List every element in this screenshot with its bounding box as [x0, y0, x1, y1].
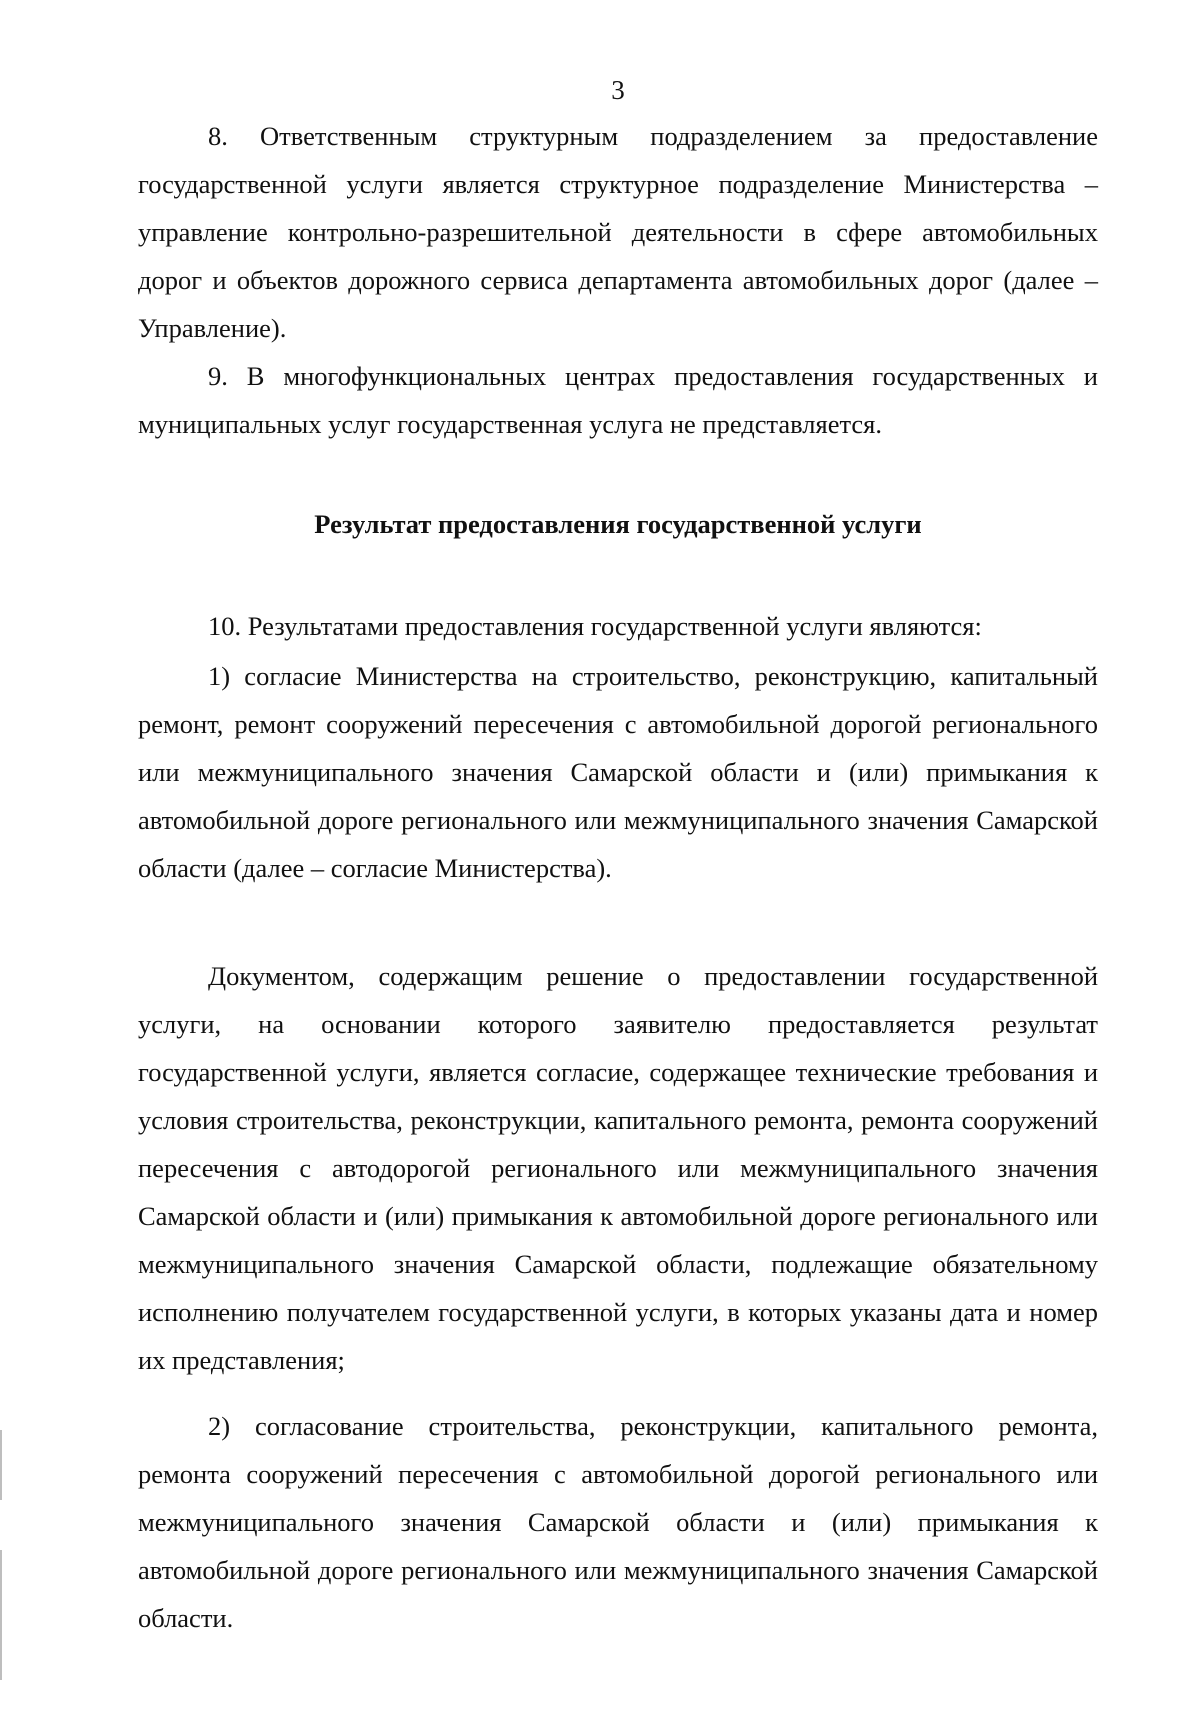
scan-edge-mark — [0, 1550, 2, 1680]
paragraph-document-decision: Документом, содержащим решение о предоставлении государственной услуги, на основании которого заявителю предоставляется результат государственной услуги, является согласие, содержащее технические требования и условия строительства, реконструкции, капитального ремонта, ремонта сооружений пересечения с автодорогой регионального или межмуниципального значения Самарской области и (или) примыкания к автомобильной дороге регионального или межмуниципального значения Самарской области, подлежащие обязательному исполнению получателем государственной услуги, в которых указаны дата и номер их представления; — [138, 961, 1098, 1375]
section-heading: Результат предоставления государственной услуги — [314, 509, 922, 539]
scan-edge-mark — [0, 1430, 2, 1500]
page-number: 3 — [611, 75, 625, 105]
paragraph-10: 10. Результатами предоставления государственной услуги являются: — [208, 611, 982, 641]
paragraph-8: 8. Ответственным структурным подразделением за предоставление государственной услуги является структурное подразделение Министерства – управление контрольно-разрешительной деятельности в сфере автомобильных дорог и объектов дорожного сервиса департамента автомобильных дорог (далее – Управление). — [138, 121, 1098, 343]
paragraph-10-item-1: 1) согласие Министерства на строительство, реконструкцию, капитальный ремонт, ремонт сооружений пересечения с автомобильной дорогой регионального или межмуниципального значения Самарской области и (или) примыкания к автомобильной дороге регионального или межмуниципального значения Самарской области (далее – согласие Министерства). — [138, 661, 1098, 883]
paragraph-9: 9. В многофункциональных центрах предоставления государственных и муниципальных услуг государственная услуга не представляется. — [138, 361, 1098, 439]
paragraph-10-item-2: 2) согласование строительства, реконструкции, капитального ремонта, ремонта сооружений пересечения с автомобильной дорогой регионального или межмуниципального значения Самарской области и (или) примыкания к автомобильной дороге регионального или межмуниципального значения Самарской области. — [138, 1411, 1098, 1633]
